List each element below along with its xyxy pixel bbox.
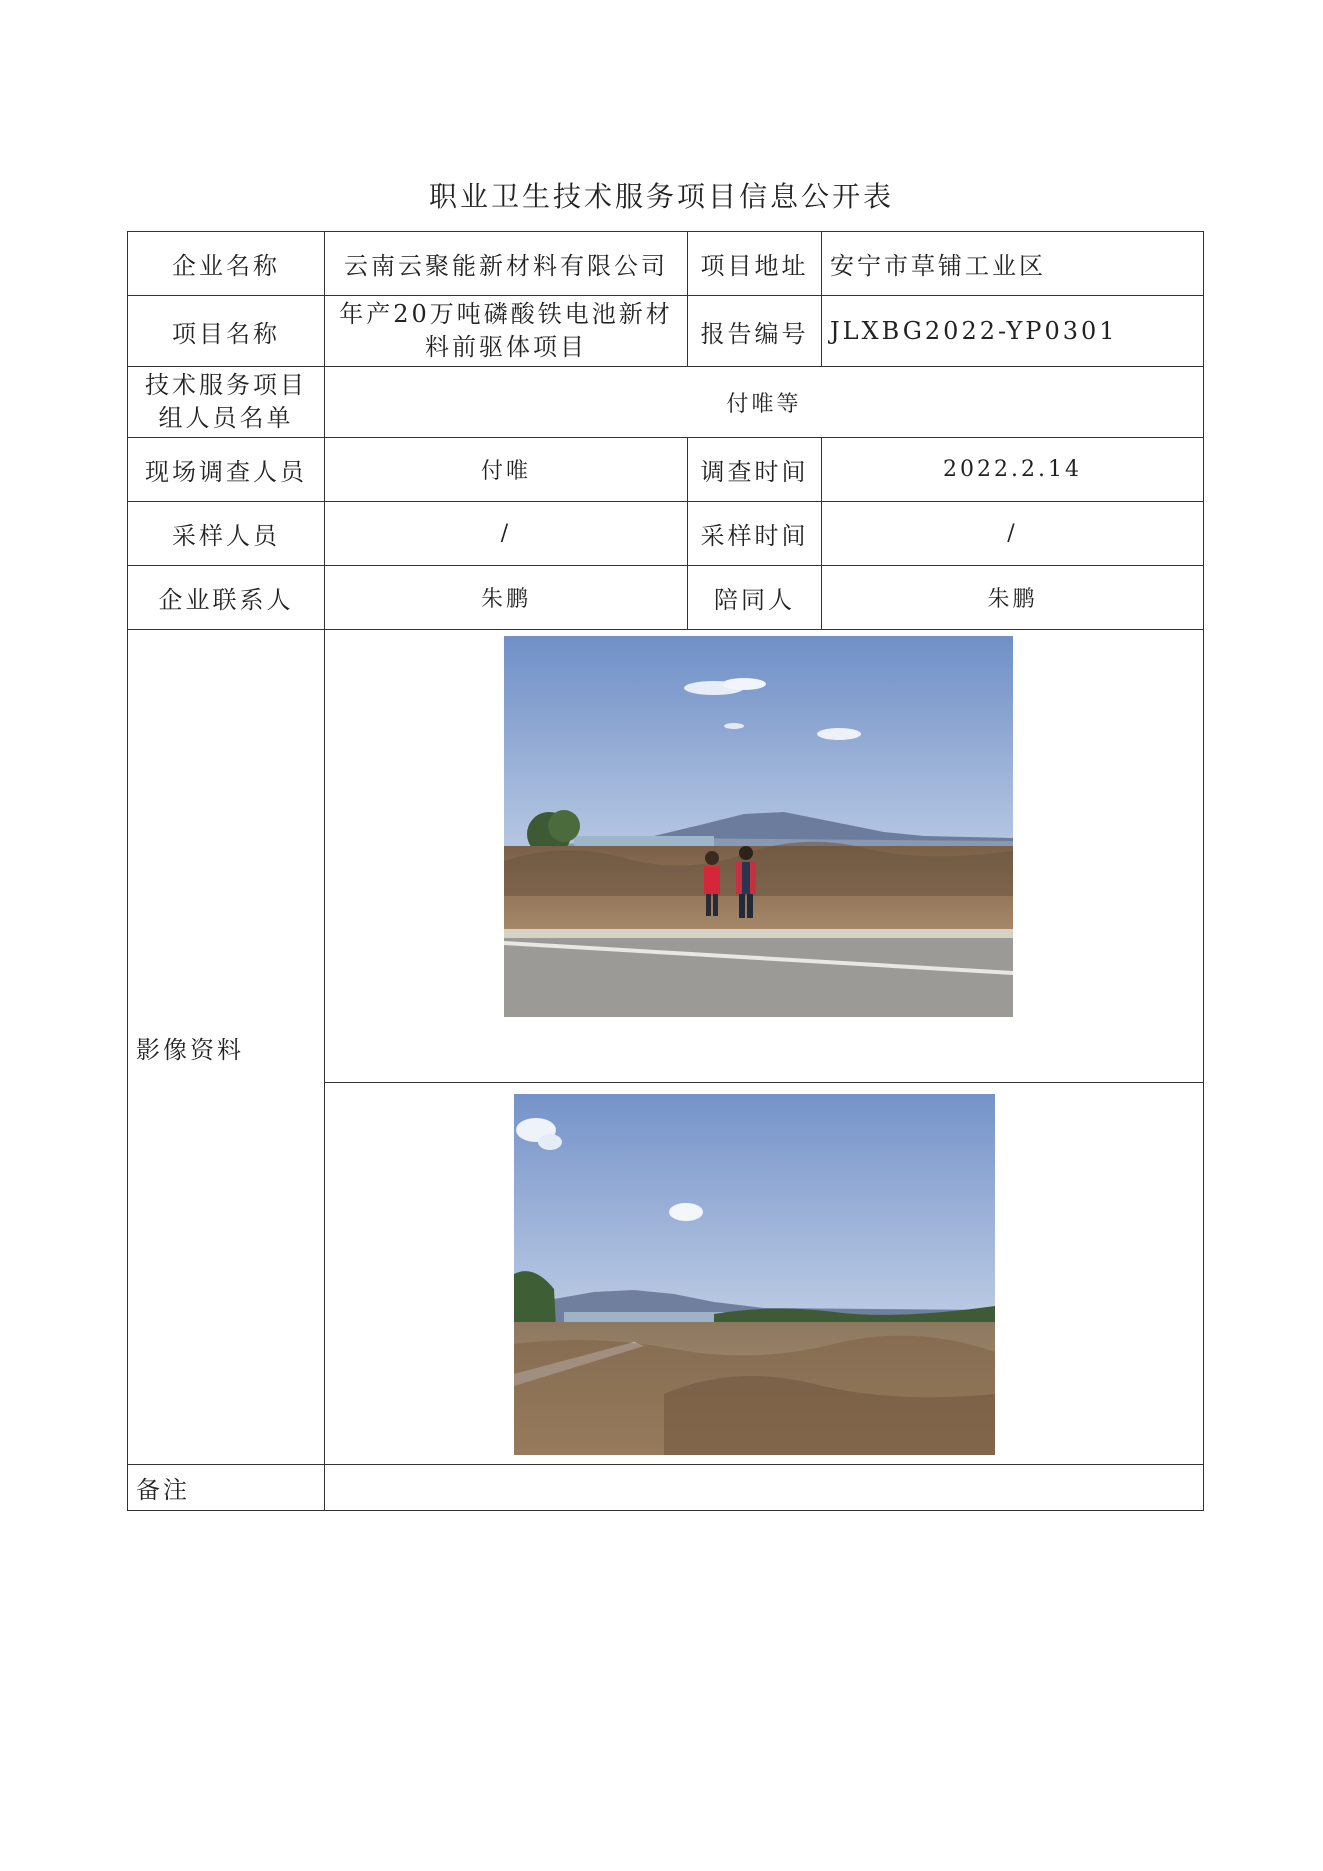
images-label: 影像资料 [128, 630, 325, 1465]
site-photo-field [514, 1094, 995, 1455]
company-label: 企业名称 [128, 232, 325, 296]
team-label: 技术服务项目组人员名单 [128, 367, 325, 438]
project-label: 项目名称 [128, 296, 325, 367]
row-survey [128, 438, 1204, 502]
escort-label: 陪同人 [688, 566, 822, 630]
site-photo-people [504, 636, 1013, 1017]
report-value: JLXBG2022-YP0301 [822, 296, 1204, 367]
address-label: 项目地址 [688, 232, 822, 296]
address-value: 安宁市草铺工业区 [822, 232, 1204, 296]
sampler-label: 采样人员 [128, 502, 325, 566]
project-value: 年产20万吨磷酸铁电池新材料前驱体项目 [325, 296, 688, 367]
row-contact [128, 566, 1204, 630]
team-value: 付唯等 [325, 367, 1204, 438]
remarks-label: 备注 [128, 1465, 325, 1511]
row-image-1 [128, 630, 1204, 1083]
photo-cell-1 [325, 630, 1204, 1083]
contact-label: 企业联系人 [128, 566, 325, 630]
row-project [128, 296, 1204, 367]
survey-time-label: 调查时间 [688, 438, 822, 502]
survey-staff-value: 付唯 [325, 438, 688, 502]
row-team [128, 367, 1204, 438]
report-label: 报告编号 [688, 296, 822, 367]
sample-time-value: / [822, 502, 1204, 566]
escort-value: 朱鹏 [822, 566, 1204, 630]
row-sampling [128, 502, 1204, 566]
remarks-value [325, 1465, 1204, 1511]
survey-time-value: 2022.2.14 [822, 438, 1204, 502]
contact-value: 朱鹏 [325, 566, 688, 630]
page-title: 职业卫生技术服务项目信息公开表 [428, 180, 894, 213]
sampler-value: / [325, 502, 688, 566]
survey-staff-label: 现场调查人员 [128, 438, 325, 502]
sample-time-label: 采样时间 [688, 502, 822, 566]
photo-cell-2 [325, 1083, 1204, 1465]
row-company [128, 232, 1204, 296]
info-table [127, 231, 1204, 1511]
row-remarks [128, 1465, 1204, 1511]
company-value: 云南云聚能新材料有限公司 [325, 232, 688, 296]
